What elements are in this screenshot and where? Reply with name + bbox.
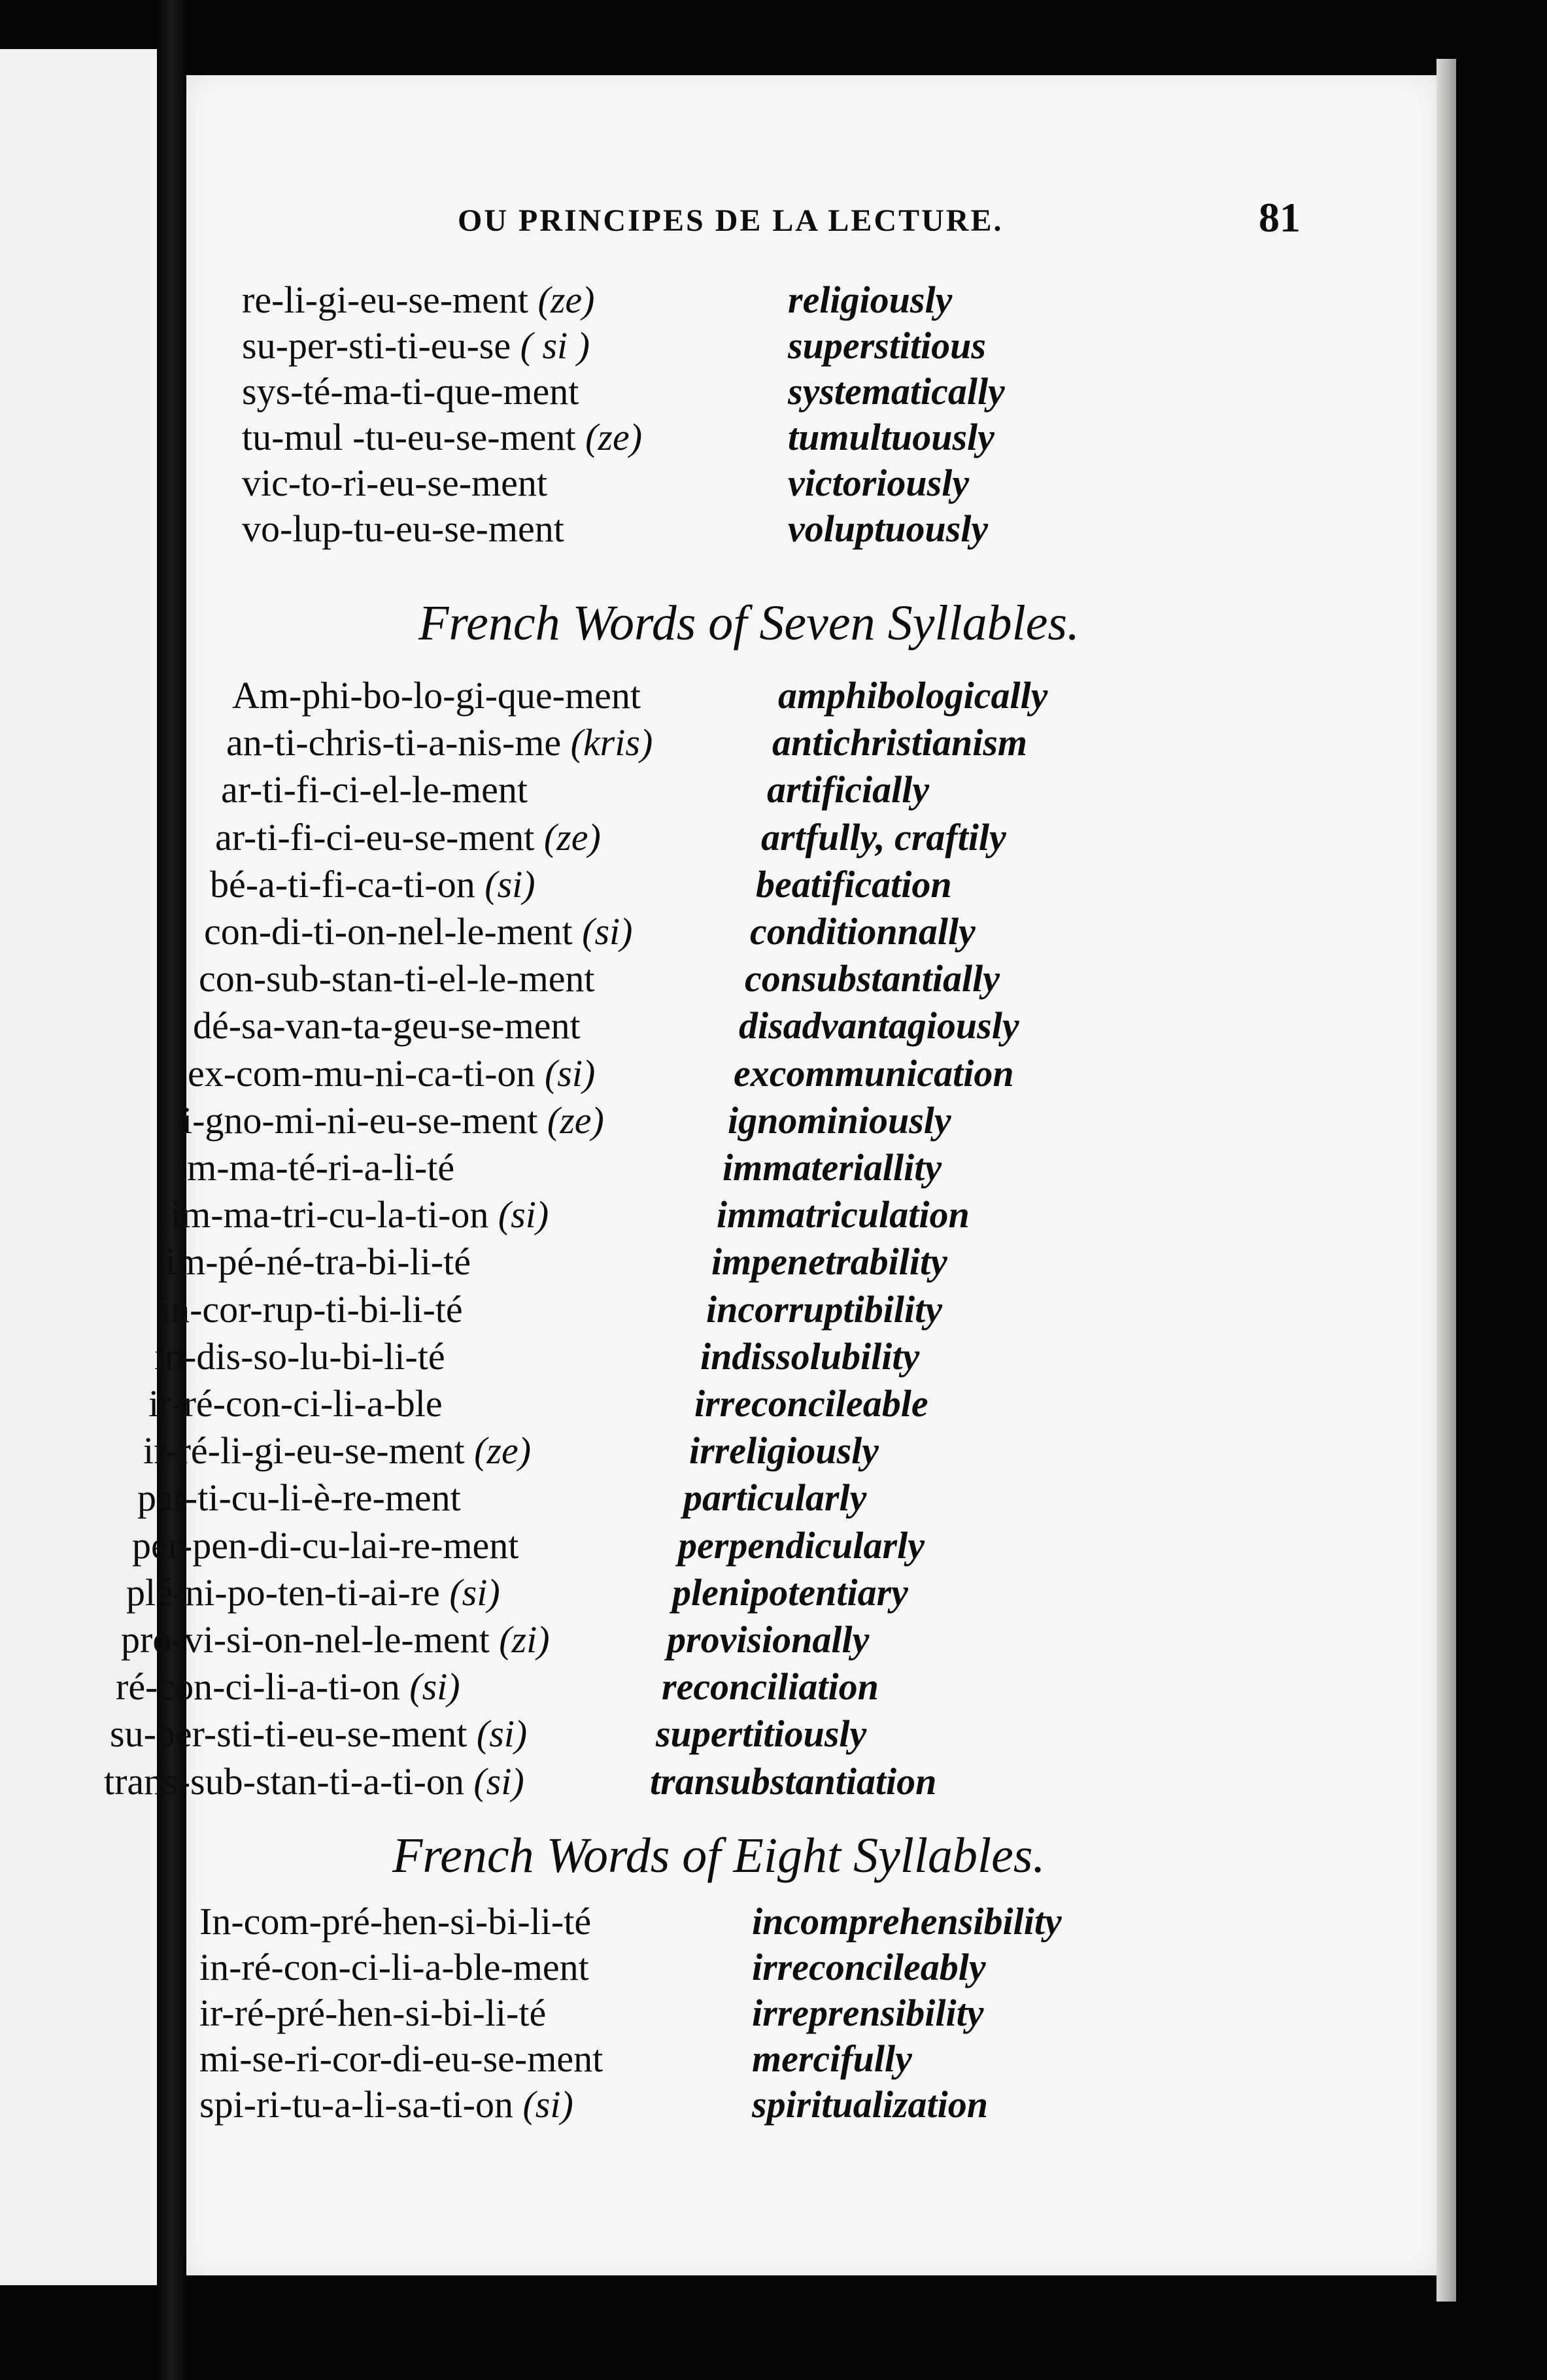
french-word — [165, 1240, 471, 1284]
french-word — [182, 1098, 604, 1142]
english-translation: tumultuously — [788, 416, 994, 458]
syllabified-word: sys-té-ma-ti-que-ment — [242, 370, 579, 413]
pronunciation-note: (ze) — [537, 279, 595, 321]
english-translation: disadvantagiously — [739, 1004, 1019, 1047]
syllabified-word: dé-sa-van-ta-geu-se-ment — [193, 1004, 581, 1047]
french-word — [199, 1900, 592, 1943]
pronunciation-note: ( si ) — [520, 324, 590, 367]
page-number: 81 — [1259, 194, 1300, 241]
english-translation: perpendicularly — [678, 1523, 925, 1567]
syllabified-word: im-ma-té-ri-a-li-té — [177, 1146, 455, 1189]
book-gutter — [157, 0, 186, 2380]
pronunciation-note: (si) — [522, 2083, 573, 2126]
syllabified-word: ar-ti-fi-ci-el-le-ment — [221, 768, 528, 811]
syllabified-word: con-sub-stan-ti-el-le-ment — [199, 957, 595, 1000]
syllabified-word: plé-ni-po-ten-ti-ai-re — [126, 1571, 440, 1614]
pronunciation-note: (ze) — [474, 1429, 532, 1472]
pronunciation-note: (ze) — [585, 416, 643, 458]
english-translation: beatification — [756, 862, 952, 906]
pronunciation-note: (si) — [582, 910, 633, 953]
english-translation: transubstantiation — [650, 1760, 937, 1803]
english-translation: reconciliation — [662, 1665, 879, 1708]
english-translation: irreligiously — [689, 1429, 879, 1472]
english-translation: plenipotentiary — [672, 1571, 908, 1614]
english-translation: irreconcileably — [752, 1946, 986, 1988]
french-word — [199, 957, 595, 1000]
french-word — [232, 674, 641, 717]
pronunciation-note: (ze) — [547, 1098, 604, 1142]
pronunciation-note: (zi) — [499, 1618, 550, 1661]
syllabified-word: ir-ré-con-ci-li-a-ble — [148, 1382, 443, 1425]
english-translation: irreconcileable — [694, 1382, 928, 1425]
english-translation: incorruptibility — [706, 1287, 942, 1331]
french-word — [104, 1760, 524, 1803]
syllabified-word: tu-mul -tu-eu-se-ment — [242, 416, 576, 458]
syllabified-word: Am-phi-bo-lo-gi-que-ment — [232, 674, 641, 717]
french-word — [226, 721, 653, 764]
syllabified-word: spi-ri-tu-a-li-sa-ti-on — [199, 2083, 513, 2126]
pronunciation-note: (ze) — [543, 815, 601, 858]
english-translation: excommunication — [734, 1051, 1014, 1095]
french-word — [242, 464, 547, 502]
pronunciation-note: (si) — [449, 1571, 500, 1614]
french-word — [199, 1994, 546, 2032]
english-translation: impenetrability — [711, 1240, 947, 1284]
english-translation: spiritualization — [752, 2083, 989, 2126]
english-translation: systematically — [788, 370, 1005, 413]
english-translation: immateriallity — [722, 1146, 942, 1189]
syllabified-word: ir-ré-pré-hen-si-bi-li-té — [199, 1992, 547, 2034]
french-word — [221, 768, 528, 811]
section-heading: French Words of Eight Syllables. — [392, 1828, 1046, 1883]
syllabified-word: in-cor-rup-ti-bi-li-té — [160, 1287, 463, 1331]
english-translation: mercifully — [752, 2037, 912, 2080]
french-word — [177, 1146, 455, 1189]
french-word — [242, 281, 594, 319]
syllabified-word: an-ti-chris-ti-a-nis-me — [226, 721, 562, 764]
syllabified-word: pro-vi-si-on-nel-le-ment — [121, 1618, 490, 1661]
english-translation: conditionnally — [750, 910, 976, 953]
french-word — [137, 1476, 461, 1520]
page-edge-shadow — [1436, 59, 1456, 2302]
syllabified-word: vic-to-ri-eu-se-ment — [242, 462, 548, 504]
syllabified-word: vo-lup-tu-eu-se-ment — [242, 507, 564, 550]
french-word — [215, 815, 601, 858]
french-word — [199, 1948, 589, 1986]
english-translation: victoriously — [788, 462, 970, 504]
french-word — [143, 1429, 532, 1472]
syllabified-word: In-com-pré-hen-si-bi-li-té — [199, 1900, 592, 1943]
syllabified-word: ex-com-mu-ni-ca-ti-on — [188, 1051, 536, 1095]
english-translation: ignominiously — [728, 1098, 951, 1142]
english-translation: incomprehensibility — [752, 1900, 1062, 1943]
pronunciation-note: (si) — [473, 1760, 524, 1803]
syllabified-word: bé-a-ti-fi-ca-ti-on — [210, 862, 475, 906]
french-word — [154, 1334, 445, 1378]
english-translation: immatriculation — [717, 1193, 970, 1236]
syllabified-word: im-ma-tri-cu-la-ti-on — [171, 1193, 489, 1236]
french-word — [242, 324, 590, 367]
syllabified-word: trans-sub-stan-ti-a-ti-on — [104, 1760, 464, 1803]
syllabified-word: re-li-gi-eu-se-ment — [242, 279, 529, 321]
syllabified-word: im-pé-né-tra-bi-li-té — [165, 1240, 471, 1284]
syllabified-word: in-ré-con-ci-li-a-ble-ment — [199, 1946, 589, 1988]
syllabified-word: ir-ré-li-gi-eu-se-ment — [143, 1429, 465, 1472]
french-word — [242, 507, 564, 550]
pronunciation-note: (si) — [498, 1193, 549, 1236]
pronunciation-note: (si) — [544, 1051, 596, 1095]
syllabified-word: i-gno-mi-ni-eu-se-ment — [182, 1098, 538, 1142]
section-heading: French Words of Seven Syllables. — [418, 596, 1080, 651]
syllabified-word: in-dis-so-lu-bi-li-té — [154, 1334, 445, 1378]
pronunciation-note: (si) — [409, 1665, 460, 1708]
english-translation: superstitious — [788, 324, 986, 367]
french-word — [148, 1382, 443, 1425]
english-translation: indissolubility — [700, 1334, 920, 1378]
syllabified-word: su-per-sti-ti-eu-se — [242, 324, 511, 367]
french-word — [242, 370, 579, 413]
english-translation: irreprensibility — [752, 1992, 984, 2034]
french-word — [132, 1523, 519, 1567]
pronunciation-note: (si) — [484, 862, 536, 906]
pronunciation-note: (si) — [476, 1712, 528, 1756]
french-word — [160, 1287, 463, 1331]
english-translation: religiously — [788, 279, 953, 321]
french-word — [199, 2037, 604, 2080]
running-head: OU PRINCIPES DE LA LECTURE. — [458, 203, 1004, 238]
syllabified-word: ar-ti-fi-ci-eu-se-ment — [215, 815, 535, 858]
english-translation: particularly — [683, 1476, 867, 1520]
french-word — [116, 1665, 460, 1708]
syllabified-word: ré-con-ci-li-a-ti-on — [116, 1665, 400, 1708]
english-translation: consubstantially — [745, 957, 1000, 1000]
french-word — [110, 1712, 528, 1756]
english-translation: voluptuously — [788, 507, 989, 550]
syllabified-word: per-pen-di-cu-lai-re-ment — [132, 1523, 519, 1567]
french-word — [204, 910, 633, 953]
english-translation: provisionally — [667, 1618, 870, 1661]
syllabified-word: su-per-sti-ti-eu-se-ment — [110, 1712, 468, 1756]
english-translation: supertitiously — [656, 1712, 867, 1756]
french-word — [171, 1193, 549, 1236]
english-translation: antichristianism — [772, 721, 1028, 764]
french-word — [199, 2083, 573, 2126]
english-translation: artfully, craftily — [761, 815, 1006, 858]
french-word — [210, 862, 536, 906]
english-translation: artificially — [767, 768, 930, 811]
syllabified-word: con-di-ti-on-nel-le-ment — [204, 910, 573, 953]
syllabified-word: mi-se-ri-cor-di-eu-se-ment — [199, 2037, 604, 2080]
pronunciation-note: (kris) — [570, 721, 653, 764]
french-word — [126, 1571, 500, 1614]
french-word — [193, 1004, 581, 1047]
french-word — [242, 418, 642, 456]
english-translation: amphibologically — [778, 674, 1048, 717]
french-word — [188, 1051, 596, 1095]
syllabified-word: par-ti-cu-li-è-re-ment — [137, 1476, 461, 1520]
french-word — [121, 1618, 550, 1661]
facing-page-edge — [0, 49, 157, 2285]
